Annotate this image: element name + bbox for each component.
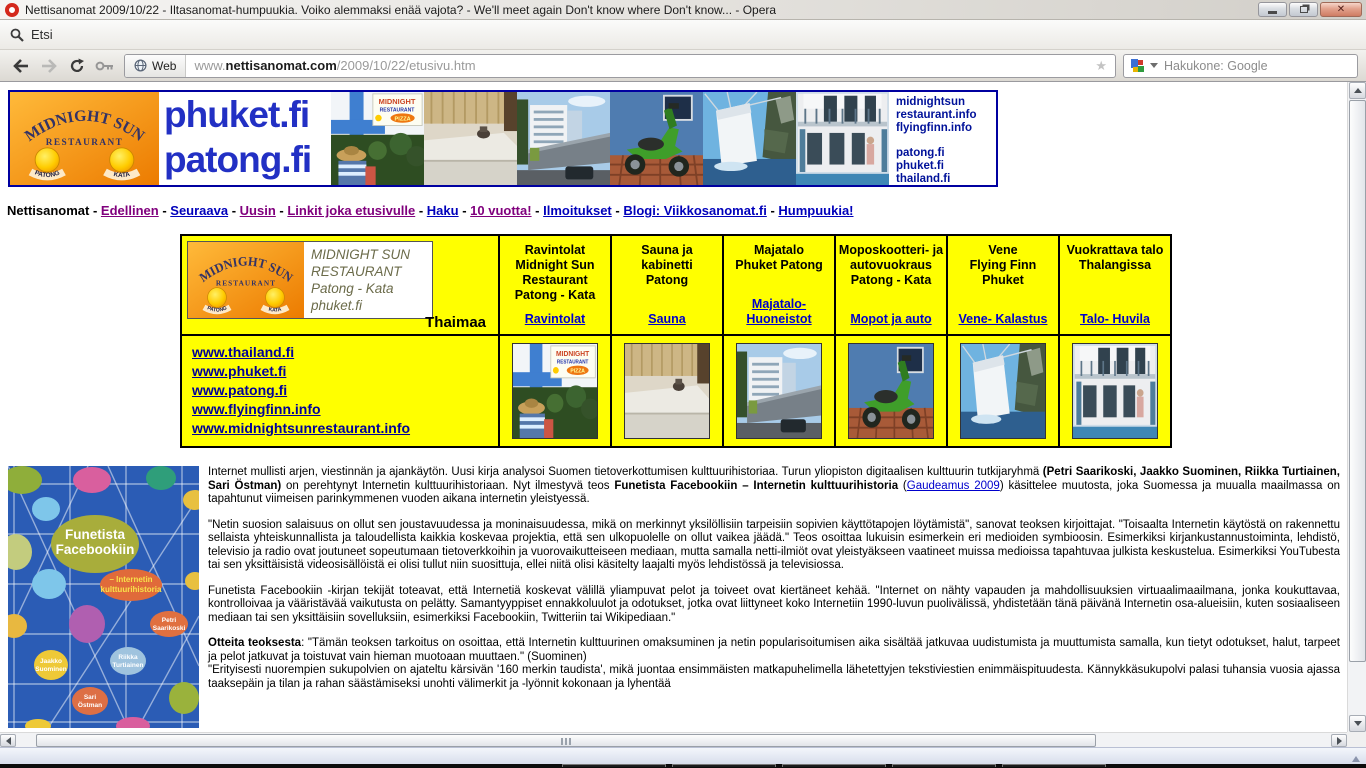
back-button[interactable] [8,54,33,78]
text-run: ) käsittelee muutosta, joka Suomessa ja muualla maailmassa on tapahtunut viimeisen parinkymmenen vuoden aikana internetin yleistyessä. [208,479,1340,505]
opera-logo-icon [5,3,19,17]
scrollbar-corner [1347,732,1366,747]
logo-text-line: Patong - Kata [311,281,394,296]
nav-link[interactable]: Humpuukia! [778,203,854,218]
svg-text:Turtiainen: Turtiainen [112,662,144,669]
photo-thumbnail-house [796,92,889,185]
country-label: Thaimaa [425,314,486,331]
promo-photo-cell [498,334,610,446]
logo-text-line: RESTAURANT [311,264,402,279]
text-run: "Netin suosion salaisuus on ollut sen joustavuudessa ja moninaisuudessa, mikä on merkinnyt yksilöllisiin tarpeisiin sopivien käyttötapojen löytämistä", sanovat teoksen kirjoittajat. "Toisaalta Internetin käytöstä on rakennettu sellaista yhteiskunnallista ja taloudellista kaikkia koskevaa projektia, että sen ulkopuolelle on ollut vaikea jäädä." Teos osoittaa lukuisin esimerkein eri medioiden symbioosin. Esimerkiksi kirjankustannustoiminta, lehdistö, televisio ja radio ovat joutuneet sopeutumaan tietoverkkoihin ja vuorovaikutteiseen mediaan, mutta samalla netti-ilmiöt ovat yleistyäkseen vaatineet muissa medioissa tapahtuvaa julkista keskustelua. Esimerkiksi YouTubesta tai sen yksittäisistä videosisällöistä ei olisi tullut niin suosittuja, ellei niitä olisi käsitelty laajalti myös lehdistössä ja televisiossa. [208,518,1340,571]
close-icon: ✕ [1336,3,1346,15]
svg-text:Saarikoski: Saarikoski [152,625,186,632]
nav-link[interactable]: Haku [426,203,459,218]
promo-photo-cell [722,334,834,446]
status-bar [0,747,1366,764]
promo-title-line: Phuket Patong [735,258,823,272]
svg-text:Riikka: Riikka [118,654,138,661]
scroll-down-icon [1354,721,1362,730]
scroll-up-icon [1354,84,1362,93]
text-run: Funetista Facebookiin -kirjan tekijät toteavat, että Internetiä koskevat välillä yliampuvat pelot ja toiveet ovat kiertäneet kehää. "Internet on nähty vapauden ja mahdollisuuksien virtuaalimaailmana, jonka koukuttavaa, kontrolloivaa ja vääristävää vaikutusta on pelätty. Samantyyppiset ennakkoluulot ja odotukset, jotka ovat liittyneet koko Internetiin 1990-luvun puolivälissä, yhdistetään tänä päivänä Internetin osa-alueisiin, kuten sosiaaliseen mediaan tai sen yksittäisiin sovelluksiin, esimerkiksi Facebookiin, Twitteriin tai Wikipediaan." [208,584,1340,624]
site-badge[interactable] [125,55,186,77]
bold-text: Otteita teoksesta [208,637,302,649]
promo-link[interactable]: Majatalo-Huoneistot [746,297,812,326]
book-cover-image [8,466,199,728]
promo-title-line: Restaurant [522,273,588,287]
site-link[interactable]: www.midnightsunrestaurant.info [192,420,411,436]
text-run: : "Tämän teoksen tarkoitus on osoittaa, että Internetin kulttuurinen omaksuminen ja netin popularisoitumisen aika sisältää jatkuvaa uudistumista ja muuttumista samalla, kun tietyt odotukset, halut, tarpeet ja pelot jatkuvat ja toistuvat vain hieman muotoaan muuttaen." (Suominen) [208,637,1340,663]
password-wand-button[interactable] [92,54,117,78]
nav-link[interactable]: Seuraava [170,203,229,218]
bold-text: Funetista Facebookiin – Internetin kulttuurihistoria [614,479,899,492]
taskbar-button[interactable] [1002,764,1106,767]
promo-column [834,236,946,334]
svg-text:Funetista: Funetista [64,527,126,542]
reload-button[interactable] [64,54,89,78]
svg-text:– Internetin: – Internetin [109,575,153,584]
banner-photo-strip [331,92,889,185]
promo-title-line: kabinetti [641,258,693,272]
promo-link[interactable]: Talo- Huvila [1080,312,1150,326]
article-text [208,466,1340,691]
article-paragraph [208,585,1340,626]
back-icon [12,59,30,73]
horizontal-scrollbar-thumb[interactable] [36,734,1096,747]
scroll-right-button[interactable] [1331,734,1347,747]
promo-column [946,236,1058,334]
nav-separator: - [415,203,427,218]
site-banner [8,90,998,187]
banner-domain-phuket: phuket.fi [164,94,310,135]
site-nav [7,203,1347,218]
nav-separator: - [611,203,624,218]
window-title: Nettisanomat 2009/10/22 - Iltasanomat-humpuukia. Voiko alemmaksi enää vajota? - We'll meet again Don't know where Don't know... - Opera [25,2,777,17]
search-engine-dropdown-icon[interactable] [1150,63,1158,72]
nav-separator: - [458,203,471,218]
logo-text-line: phuket.fi [311,298,363,313]
restaurant-logo-box [187,241,433,319]
url-prefix: www. [194,58,226,73]
windows-taskbar [0,764,1366,768]
url-domain: nettisanomat.com [225,58,337,73]
svg-text:Petri: Petri [161,617,177,624]
window-controls [1258,2,1362,17]
svg-text:Sari: Sari [83,694,97,701]
window-titlebar [0,0,1366,20]
photo-thumbnail-flag [331,92,424,185]
nav-separator: - [89,203,101,218]
search-icon [10,28,24,42]
web-search-field[interactable] [1123,54,1358,78]
restore-icon [1300,6,1308,13]
photo-thumbnail-building [517,92,610,185]
text-run: on perehtynyt Internetin kulttuurihistoriaan. Nyt ilmestyvä teos [281,479,615,492]
article-paragraph [208,466,1340,507]
promo-title-line: Patong - Kata [850,273,932,287]
url-text[interactable] [186,58,1087,73]
promo-photo-row [182,334,1170,446]
nav-link[interactable]: Linkit joka etusivulle [287,203,416,218]
promo-title-line: Moposkootteri- ja [838,243,944,257]
site-link[interactable]: www.flyingfinn.info [192,401,321,417]
promo-logo-cell [182,236,498,334]
scroll-up-button[interactable] [1349,82,1366,99]
article-section [0,466,1347,730]
photo-thumbnail-boat [960,343,1046,439]
key-icon [95,60,115,72]
scroll-down-button[interactable] [1349,715,1366,732]
promo-link[interactable]: Ravintolat [524,312,586,326]
promo-title-line: Midnight Sun [515,258,595,272]
find-input-label[interactable]: Etsi [31,27,53,42]
promo-photo-cell [1058,334,1170,446]
banner-domain-link: thailand.fi [896,173,951,185]
banner-domain-link: patong.fi [896,147,945,159]
url-path: /2009/10/22/etusivu.htm [336,58,476,73]
taskbar-button[interactable] [892,764,996,767]
forward-icon [40,59,58,73]
spacer [896,135,996,147]
reload-icon [69,58,85,74]
close-button[interactable] [1320,2,1362,17]
promo-column [498,236,610,334]
promo-title-line: Vene [988,243,1018,257]
nav-separator: - [275,203,288,218]
banner-domain-patong: patong.fi [164,139,312,180]
promo-title-line: Thalangissa [1078,258,1152,272]
promo-title-line: Sauna ja [641,243,693,257]
promo-link[interactable]: Mopot ja auto [850,312,932,326]
nav-link[interactable]: 10 vuotta! [470,203,532,218]
article-paragraph [208,664,1340,691]
site-link[interactable]: www.phuket.fi [192,363,287,379]
svg-text:kulttuurihistoria: kulttuurihistoria [100,585,162,594]
text-run: "Erityisesti nuorempien sukupolvien on ajateltu kärsivän '160 merkin taudista', mikä juontaa ensimmäisten matkapuhelimella lähetettyjen tekstiviestien enimmäispituudesta. Kännykkäsukupolvi palasi tuhansia vuosia ajassa taaksepäin ja tilan ja rahan säästämiseksi unohti välimerkit ja -lyönnit kokonaan ja lyhentää [208,664,1340,690]
photo-thumbnail-sauna [624,343,710,439]
taskbar-button[interactable] [672,764,776,767]
promo-photo-cell [610,334,722,446]
nav-separator: - [766,203,779,218]
svg-text:Facebookiin: Facebookiin [55,542,135,557]
scroll-right-icon [1337,737,1346,745]
photo-thumbnail-flag [512,343,598,439]
banner-domain-list [889,92,996,185]
forward-button[interactable] [36,54,61,78]
promo-photo-cell [834,334,946,446]
chevron-up-icon[interactable] [1352,752,1360,762]
site-link[interactable]: www.patong.fi [192,382,288,398]
promo-title-line: Vuokrattava talo [1066,243,1164,257]
site-link[interactable]: www.thailand.fi [192,344,295,360]
site-links-cell [182,334,498,446]
banner-domain-link: restaurant.info [896,109,977,121]
bold-text: (Petri Saarikoski, Jaakko Suominen, Riikka Turtiainen, Sari Östman) [208,466,1340,492]
restore-button[interactable] [1289,2,1318,17]
find-toolbar [0,20,1366,50]
article-paragraph [208,637,1340,664]
scrollbar-grip [561,738,572,745]
nav-separator: - [228,203,240,218]
browser-viewport [0,82,1347,732]
photo-thumbnail-scooter [610,92,703,185]
minimize-icon [1268,11,1277,14]
promo-title-line: Majatalo [753,243,804,257]
nav-link[interactable]: Edellinen [100,203,159,218]
scroll-left-icon [2,737,11,745]
photo-thumbnail-scooter [848,343,934,439]
nav-separator: - [158,203,171,218]
banner-domain-link: flyingfinn.info [896,122,973,134]
banner-domains [159,92,331,185]
text-run: ( [898,479,907,492]
midnight-sun-logo-small [188,242,304,318]
svg-text:Östman: Östman [77,702,103,709]
photo-thumbnail-house [1072,343,1158,439]
search-engine-label: Hakukone: Google [1164,58,1268,73]
promo-column [1058,236,1170,334]
promo-column [610,236,722,334]
promo-title-line: autovuokraus [850,258,932,272]
nav-separator: - [531,203,544,218]
promo-header-row [182,236,1170,334]
scroll-left-button[interactable] [0,734,16,747]
promo-link[interactable]: Vene- Kalastus [958,312,1048,326]
taskbar-button[interactable] [562,764,666,767]
address-bar[interactable] [124,54,1116,78]
promo-column [722,236,834,334]
promo-title-line: Ravintolat [524,243,586,257]
promo-link[interactable]: Sauna [648,312,686,326]
logo-text-line: MIDNIGHT SUN [311,247,410,262]
banner-domain-link: phuket.fi [896,160,944,172]
site-badge-label: Web [152,58,177,73]
photo-thumbnail-building [736,343,822,439]
promo-table [180,234,1172,448]
restaurant-logo-text [304,242,432,318]
banner-domain-link: midnightsun [896,96,965,108]
photo-thumbnail-boat [703,92,796,185]
svg-text:Suominen: Suominen [35,666,67,673]
nav-site-name: Nettisanomat [7,203,90,218]
promo-title-line: Phuket [982,273,1024,287]
svg-text:Jaakko: Jaakko [39,658,63,665]
promo-photo-cell [946,334,1058,446]
text-run: Internet mullisti arjen, viestinnän ja ajankäytön. Uusi kirja analysoi Suomen tietoverkottumisen kulttuurihistoriaa. Turun yliopiston digitaalisen kulttuurin tutkijaryhmä [208,466,1043,478]
globe-icon [134,59,147,72]
nav-link[interactable]: Uusin [239,203,276,218]
midnight-sun-logo [10,92,159,185]
inline-link[interactable]: Gaudeamus 2009 [906,479,1000,492]
nav-link[interactable]: Ilmoitukset [543,203,612,218]
promo-title-line: Patong - Kata [514,288,596,302]
horizontal-scrollbar[interactable] [0,732,1347,747]
vertical-scrollbar[interactable] [1347,82,1366,732]
promo-title-line: Flying Finn [969,258,1037,272]
taskbar-button[interactable] [782,764,886,767]
minimize-button[interactable] [1258,2,1287,17]
vertical-scrollbar-thumb[interactable] [1349,100,1366,662]
promo-title-line: Patong [645,273,689,287]
bookmark-star-icon[interactable]: ★ [1095,57,1107,73]
nav-link[interactable]: Blogi: Viikkosanomat.fi [623,203,767,218]
address-toolbar [0,50,1366,82]
photo-thumbnail-sauna [424,92,517,185]
google-icon [1131,59,1144,72]
article-paragraph [208,519,1340,573]
